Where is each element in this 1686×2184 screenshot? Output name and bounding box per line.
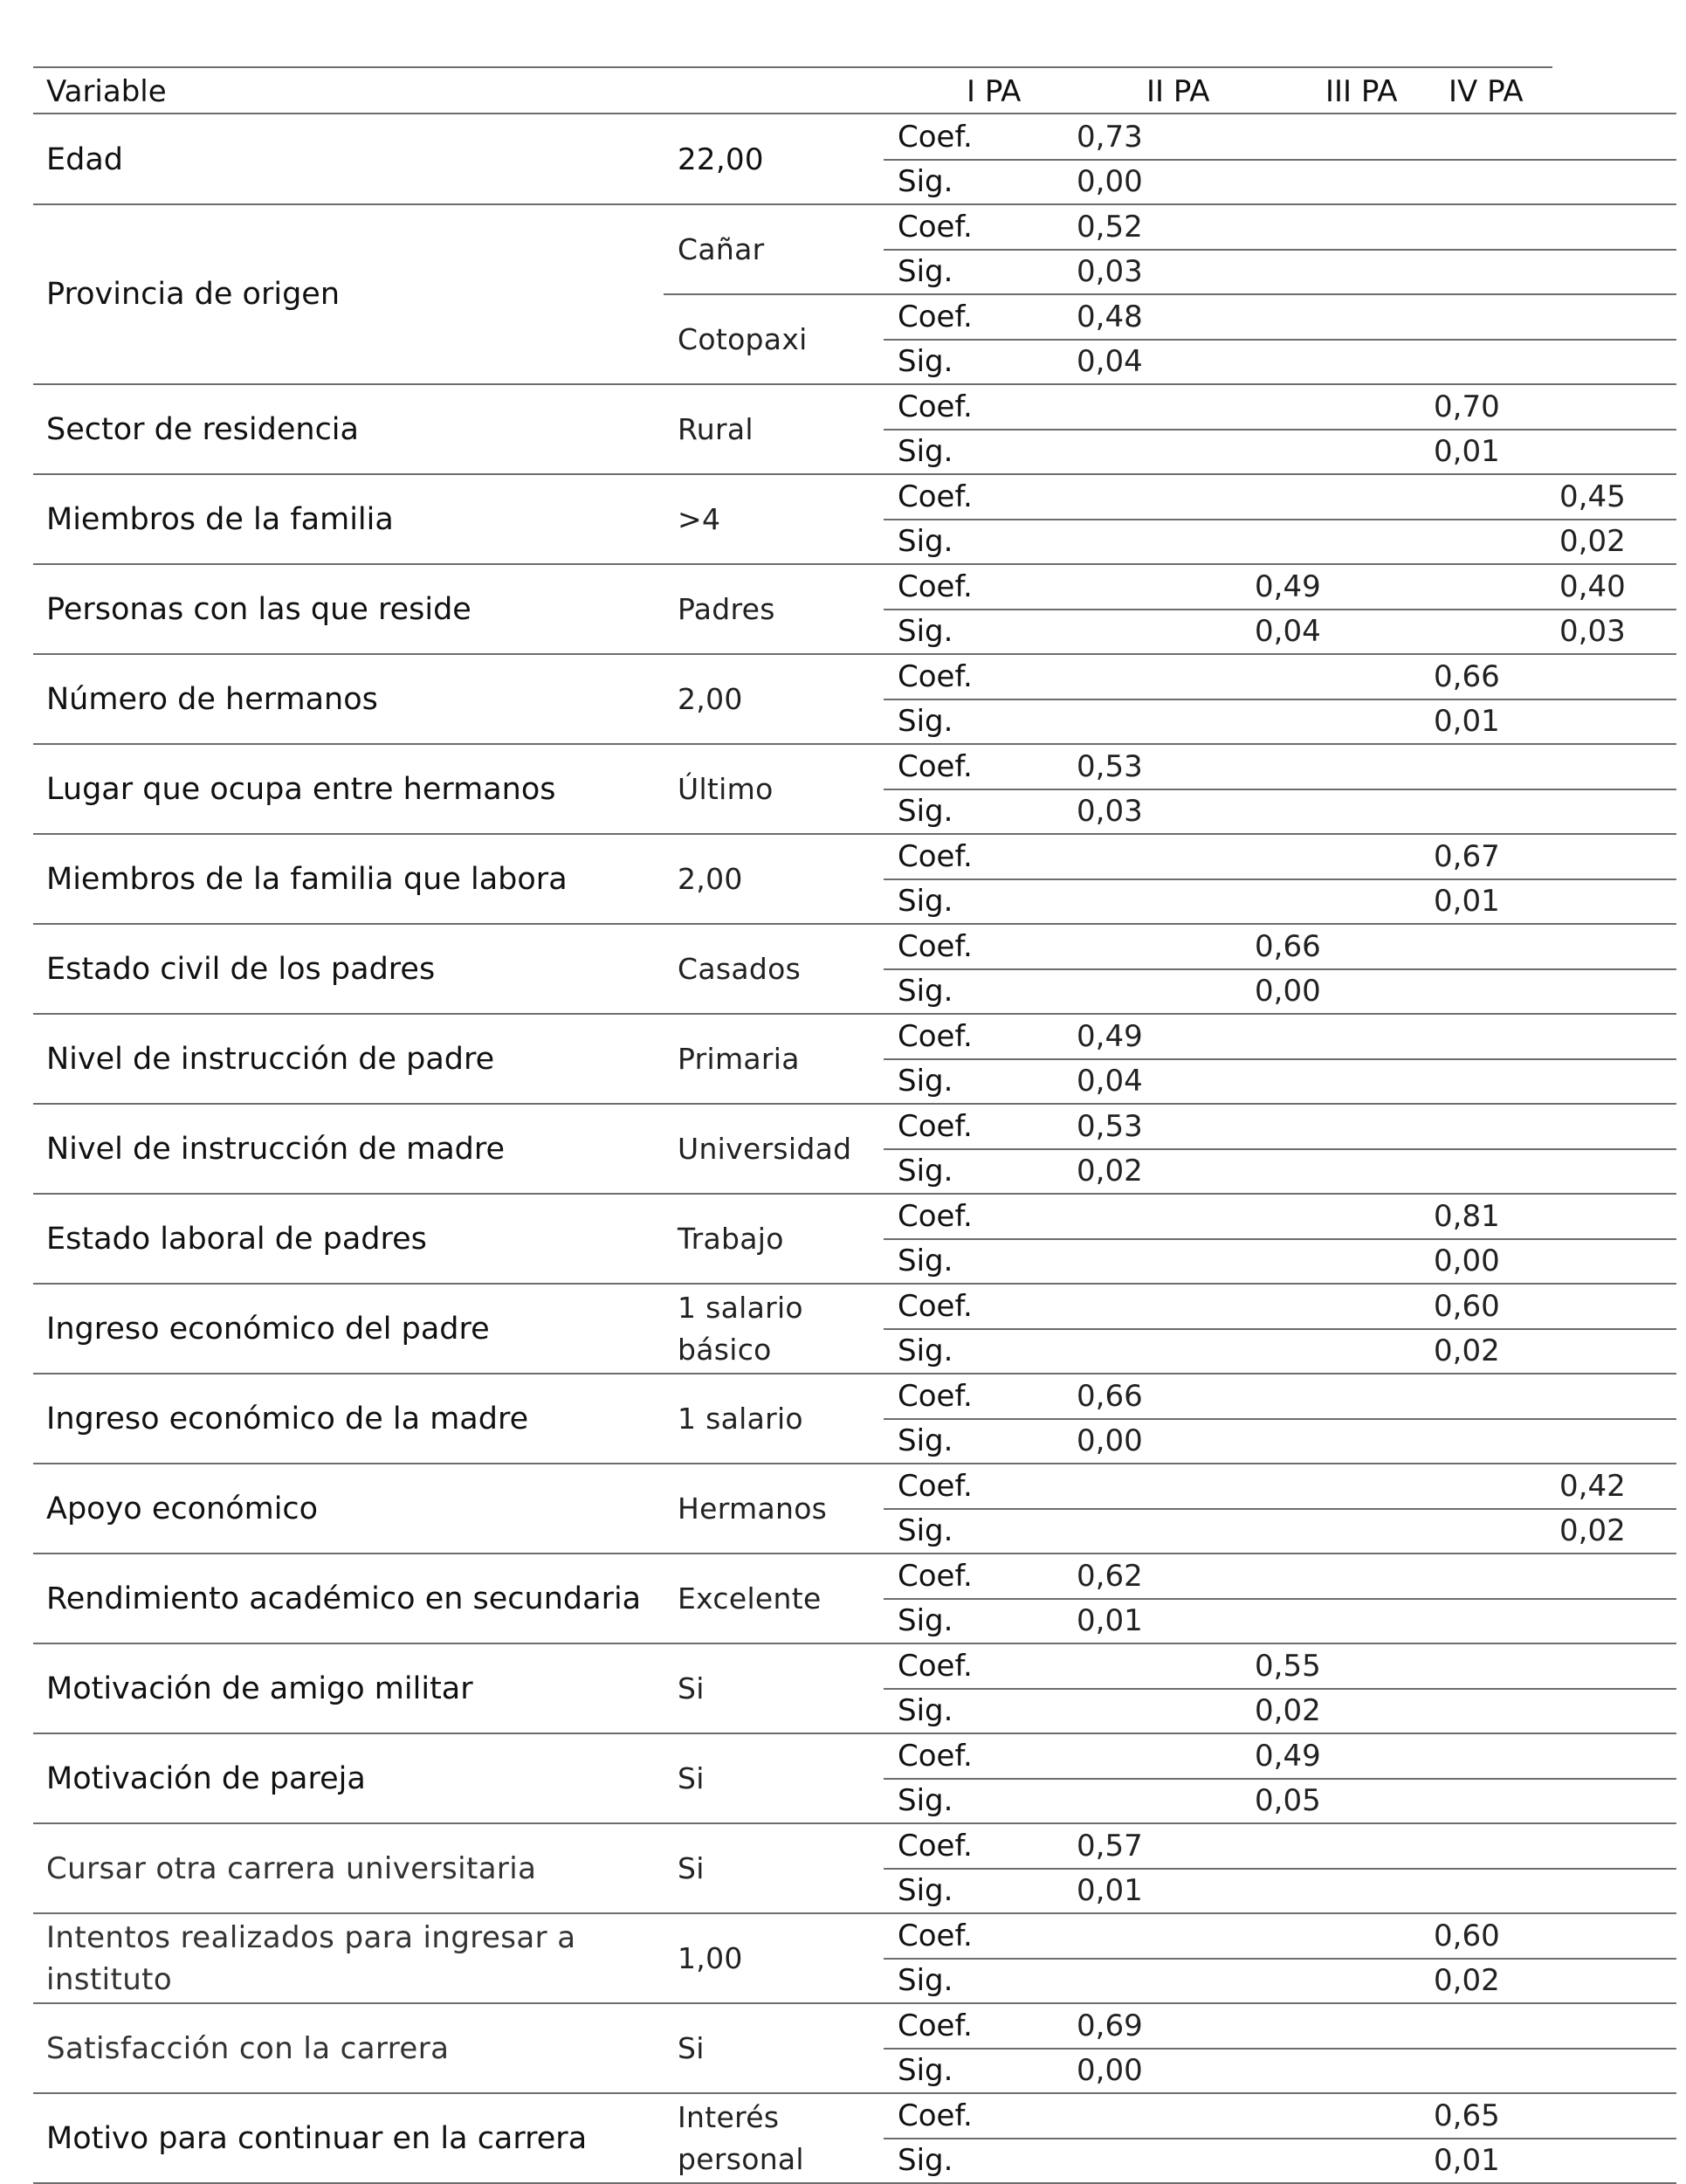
category-label: Padres	[678, 591, 775, 626]
coef-label: Coef.	[898, 1018, 973, 1054]
sig-value: 0,04	[1077, 344, 1143, 380]
row-rule	[33, 2092, 1676, 2094]
row-rule	[33, 923, 1676, 925]
sig-value: 0,00	[1434, 1244, 1500, 1279]
category-label: Si	[678, 1671, 705, 1705]
variable-label: Nivel de instrucción de madre	[46, 1131, 506, 1167]
row-rule	[33, 653, 1676, 655]
category-label: Rural	[678, 411, 754, 446]
sub-row-rule	[884, 339, 1676, 341]
row-rule	[33, 1103, 1676, 1105]
sub-row-rule	[884, 1148, 1676, 1150]
header-period-4: IV PA	[1449, 74, 1524, 109]
sig-label: Sig.	[898, 1154, 953, 1189]
sig-value: 0,00	[1255, 974, 1321, 1009]
sig-value: 0,00	[1077, 164, 1143, 200]
coef-value: 0,57	[1077, 1828, 1143, 1864]
coef-value: 0,49	[1255, 568, 1321, 604]
sig-label: Sig.	[898, 164, 953, 200]
sig-value: 0,00	[1077, 2053, 1143, 2089]
sig-value: 0,02	[1559, 1513, 1626, 1549]
sig-value: 0,00	[1077, 1423, 1143, 1459]
sub-row-rule	[884, 1778, 1676, 1780]
row-rule	[33, 1373, 1676, 1374]
variable-label: Apoyo económico	[46, 1491, 319, 1526]
sub-row-rule	[884, 1418, 1676, 1420]
variable-label: Número de hermanos	[46, 681, 378, 717]
coef-value: 0,53	[1077, 1108, 1143, 1144]
variable-label-line-1: Intentos realizados para ingresar a	[46, 1919, 576, 1955]
sig-value: 0,01	[1434, 704, 1500, 740]
coef-label: Coef.	[898, 748, 973, 784]
sub-row-rule	[884, 1598, 1676, 1600]
sub-row-rule	[884, 1328, 1676, 1330]
category-label: 1,00	[678, 1940, 743, 1975]
sig-value: 0,02	[1255, 1693, 1321, 1729]
sig-value: 0,02	[1559, 524, 1626, 560]
variable-label: Nivel de instrucción de padre	[46, 1041, 495, 1077]
sub-row-rule	[884, 1958, 1676, 1960]
sig-value: 0,01	[1434, 2143, 1500, 2179]
variable-label: Provincia de origen	[46, 277, 341, 312]
row-rule	[33, 2002, 1676, 2004]
sub-row-rule	[884, 1508, 1676, 1510]
variable-label: Motivo para continuar en la carrera	[46, 2120, 588, 2156]
category-label: Casados	[678, 951, 802, 986]
category-label: Cotopaxi	[678, 321, 808, 356]
row-rule	[33, 563, 1676, 565]
coef-label: Coef.	[898, 1828, 973, 1864]
category-label: 2,00	[678, 681, 743, 716]
row-rule	[33, 1912, 1676, 1914]
variable-label: Ingreso económico del padre	[46, 1311, 490, 1347]
sub-row-rule	[884, 968, 1676, 970]
sig-label: Sig.	[898, 1244, 953, 1279]
row-rule	[33, 1553, 1676, 1554]
coef-label: Coef.	[898, 2008, 973, 2043]
coef-value: 0,69	[1077, 2008, 1143, 2043]
header-bottom-rule	[33, 113, 1676, 114]
category-label: Si	[678, 1760, 705, 1795]
sig-value: 0,02	[1077, 1154, 1143, 1189]
coef-value: 0,73	[1077, 119, 1143, 155]
sig-label: Sig.	[898, 884, 953, 920]
row-rule	[33, 1463, 1676, 1464]
coef-label: Coef.	[898, 209, 973, 245]
coef-value: 0,62	[1077, 1558, 1143, 1594]
sig-label: Sig.	[898, 2053, 953, 2089]
sub-row-rule	[884, 2138, 1676, 2139]
sig-value: 0,01	[1077, 1603, 1143, 1639]
sub-row-rule	[884, 159, 1676, 161]
category-label-line-1: Interés	[678, 2099, 780, 2134]
variable-label: Miembros de la familia	[46, 501, 394, 537]
category-label: Último	[678, 771, 774, 806]
sig-label: Sig.	[898, 614, 953, 650]
coef-value: 0,66	[1255, 928, 1321, 964]
coef-value: 0,40	[1559, 568, 1626, 604]
category-label: 1 salario	[678, 1401, 803, 1436]
sig-label: Sig.	[898, 1064, 953, 1099]
coef-label: Coef.	[898, 299, 973, 334]
sig-value: 0,02	[1434, 1963, 1500, 1999]
sig-label: Sig.	[898, 1693, 953, 1729]
table-top-rule	[33, 66, 1552, 68]
coef-value: 0,53	[1077, 748, 1143, 784]
category-label: Si	[678, 1850, 705, 1885]
category-label: >4	[678, 501, 721, 536]
coef-value: 0,66	[1434, 658, 1500, 694]
sig-label: Sig.	[898, 794, 953, 830]
sig-label: Sig.	[898, 434, 953, 470]
coef-value: 0,49	[1255, 1738, 1321, 1774]
category-label-line-1: 1 salario	[678, 1290, 803, 1325]
coef-label: Coef.	[898, 1108, 973, 1144]
coef-value: 0,45	[1559, 479, 1626, 514]
sig-value: 0,05	[1255, 1783, 1321, 1819]
variable-label: Personas con las que reside	[46, 591, 471, 627]
coef-value: 0,42	[1559, 1468, 1626, 1504]
category-label-line-2: básico	[678, 1332, 772, 1367]
variable-label: Satisfacción con la carrera	[46, 2030, 450, 2066]
row-rule	[33, 1193, 1676, 1195]
coef-label: Coef.	[898, 2098, 973, 2133]
coef-label: Coef.	[898, 838, 973, 874]
row-rule	[33, 833, 1676, 835]
header-period-2: II PA	[1146, 74, 1210, 109]
coef-value: 0,70	[1434, 389, 1500, 424]
row-rule	[33, 1013, 1676, 1015]
coef-label: Coef.	[898, 1738, 973, 1774]
sig-label: Sig.	[898, 704, 953, 740]
coef-label: Coef.	[898, 1198, 973, 1234]
variable-label: Cursar otra carrera universitaria	[46, 1850, 537, 1886]
category-label: Excelente	[678, 1581, 822, 1616]
sig-value: 0,03	[1559, 614, 1626, 650]
row-rule	[33, 473, 1676, 475]
variable-label: Lugar que ocupa entre hermanos	[46, 771, 556, 807]
variable-label: Edad	[46, 141, 123, 177]
sig-label: Sig.	[898, 344, 953, 380]
coef-label: Coef.	[898, 1468, 973, 1504]
category-label: Hermanos	[678, 1491, 828, 1526]
sub-row-rule	[884, 1688, 1676, 1690]
variable-label: Sector de residencia	[46, 411, 359, 447]
sig-label: Sig.	[898, 254, 953, 290]
coef-value: 0,65	[1434, 2098, 1500, 2133]
sig-value: 0,03	[1077, 254, 1143, 290]
sig-label: Sig.	[898, 1513, 953, 1549]
category-label: Primaria	[678, 1041, 800, 1076]
variable-label: Miembros de la familia que labora	[46, 861, 568, 897]
sig-value: 0,04	[1077, 1064, 1143, 1099]
sub-row-rule	[884, 1868, 1676, 1870]
row-rule	[33, 203, 1676, 205]
variable-label-line-2: instituto	[46, 1961, 173, 1997]
coef-value: 0,48	[1077, 299, 1143, 334]
coef-value: 0,60	[1434, 1288, 1500, 1324]
variable-label: Estado civil de los padres	[46, 951, 436, 987]
sig-label: Sig.	[898, 2143, 953, 2179]
sub-row-rule	[884, 519, 1676, 520]
category-label-line-2: personal	[678, 2141, 804, 2176]
header-period-1: I PA	[967, 74, 1022, 109]
coef-label: Coef.	[898, 479, 973, 514]
coef-label: Coef.	[898, 1648, 973, 1684]
sig-label: Sig.	[898, 1333, 953, 1369]
coef-label: Coef.	[898, 568, 973, 604]
coef-value: 0,49	[1077, 1018, 1143, 1054]
sub-row-rule	[884, 789, 1676, 790]
sub-row-rule	[884, 2048, 1676, 2050]
sig-label: Sig.	[898, 974, 953, 1009]
sig-value: 0,01	[1434, 884, 1500, 920]
variable-label: Estado laboral de padres	[46, 1221, 427, 1257]
sig-label: Sig.	[898, 1423, 953, 1459]
sig-label: Sig.	[898, 1873, 953, 1909]
category-label: 22,00	[678, 141, 764, 177]
row-rule	[33, 743, 1676, 745]
sub-row-rule	[884, 429, 1676, 431]
category-label: Trabajo	[678, 1221, 784, 1256]
category-label: 2,00	[678, 861, 743, 896]
header-variable: Variable	[46, 74, 167, 109]
row-rule	[33, 1283, 1676, 1285]
sub-row-rule	[884, 249, 1676, 251]
coef-label: Coef.	[898, 119, 973, 155]
variable-label: Motivación de pareja	[46, 1760, 366, 1796]
variable-label: Ingreso económico de la madre	[46, 1401, 529, 1436]
sub-row-rule	[884, 609, 1676, 610]
coef-label: Coef.	[898, 1558, 973, 1594]
sig-label: Sig.	[898, 1963, 953, 1999]
sub-row-rule	[884, 699, 1676, 700]
sub-row-rule	[884, 1058, 1676, 1060]
sig-label: Sig.	[898, 524, 953, 560]
sig-label: Sig.	[898, 1783, 953, 1819]
sig-value: 0,01	[1077, 1873, 1143, 1909]
sig-value: 0,02	[1434, 1333, 1500, 1369]
sig-value: 0,03	[1077, 794, 1143, 830]
coef-value: 0,52	[1077, 209, 1143, 245]
category-label: Universidad	[678, 1131, 852, 1166]
row-rule	[33, 383, 1676, 385]
coef-label: Coef.	[898, 658, 973, 694]
coef-value: 0,67	[1434, 838, 1500, 874]
coef-label: Coef.	[898, 1378, 973, 1414]
coef-label: Coef.	[898, 389, 973, 424]
coef-value: 0,81	[1434, 1198, 1500, 1234]
group-rule	[664, 293, 1676, 295]
coef-label: Coef.	[898, 1288, 973, 1324]
sig-value: 0,04	[1255, 614, 1321, 650]
coef-label: Coef.	[898, 1918, 973, 1953]
sig-label: Sig.	[898, 1603, 953, 1639]
variable-label: Rendimiento académico en secundaria	[46, 1581, 642, 1616]
coef-value: 0,66	[1077, 1378, 1143, 1414]
category-label: Cañar	[678, 231, 765, 266]
header-period-3: III PA	[1325, 74, 1398, 109]
category-label: Si	[678, 2030, 705, 2065]
sig-value: 0,01	[1434, 434, 1500, 470]
row-rule	[33, 1643, 1676, 1644]
coef-label: Coef.	[898, 928, 973, 964]
sub-row-rule	[884, 878, 1676, 880]
sub-row-rule	[884, 1238, 1676, 1240]
coef-value: 0,60	[1434, 1918, 1500, 1953]
row-rule	[33, 1733, 1676, 1734]
coef-value: 0,55	[1255, 1648, 1321, 1684]
row-rule	[33, 1822, 1676, 1824]
variable-label: Motivación de amigo militar	[46, 1671, 473, 1706]
